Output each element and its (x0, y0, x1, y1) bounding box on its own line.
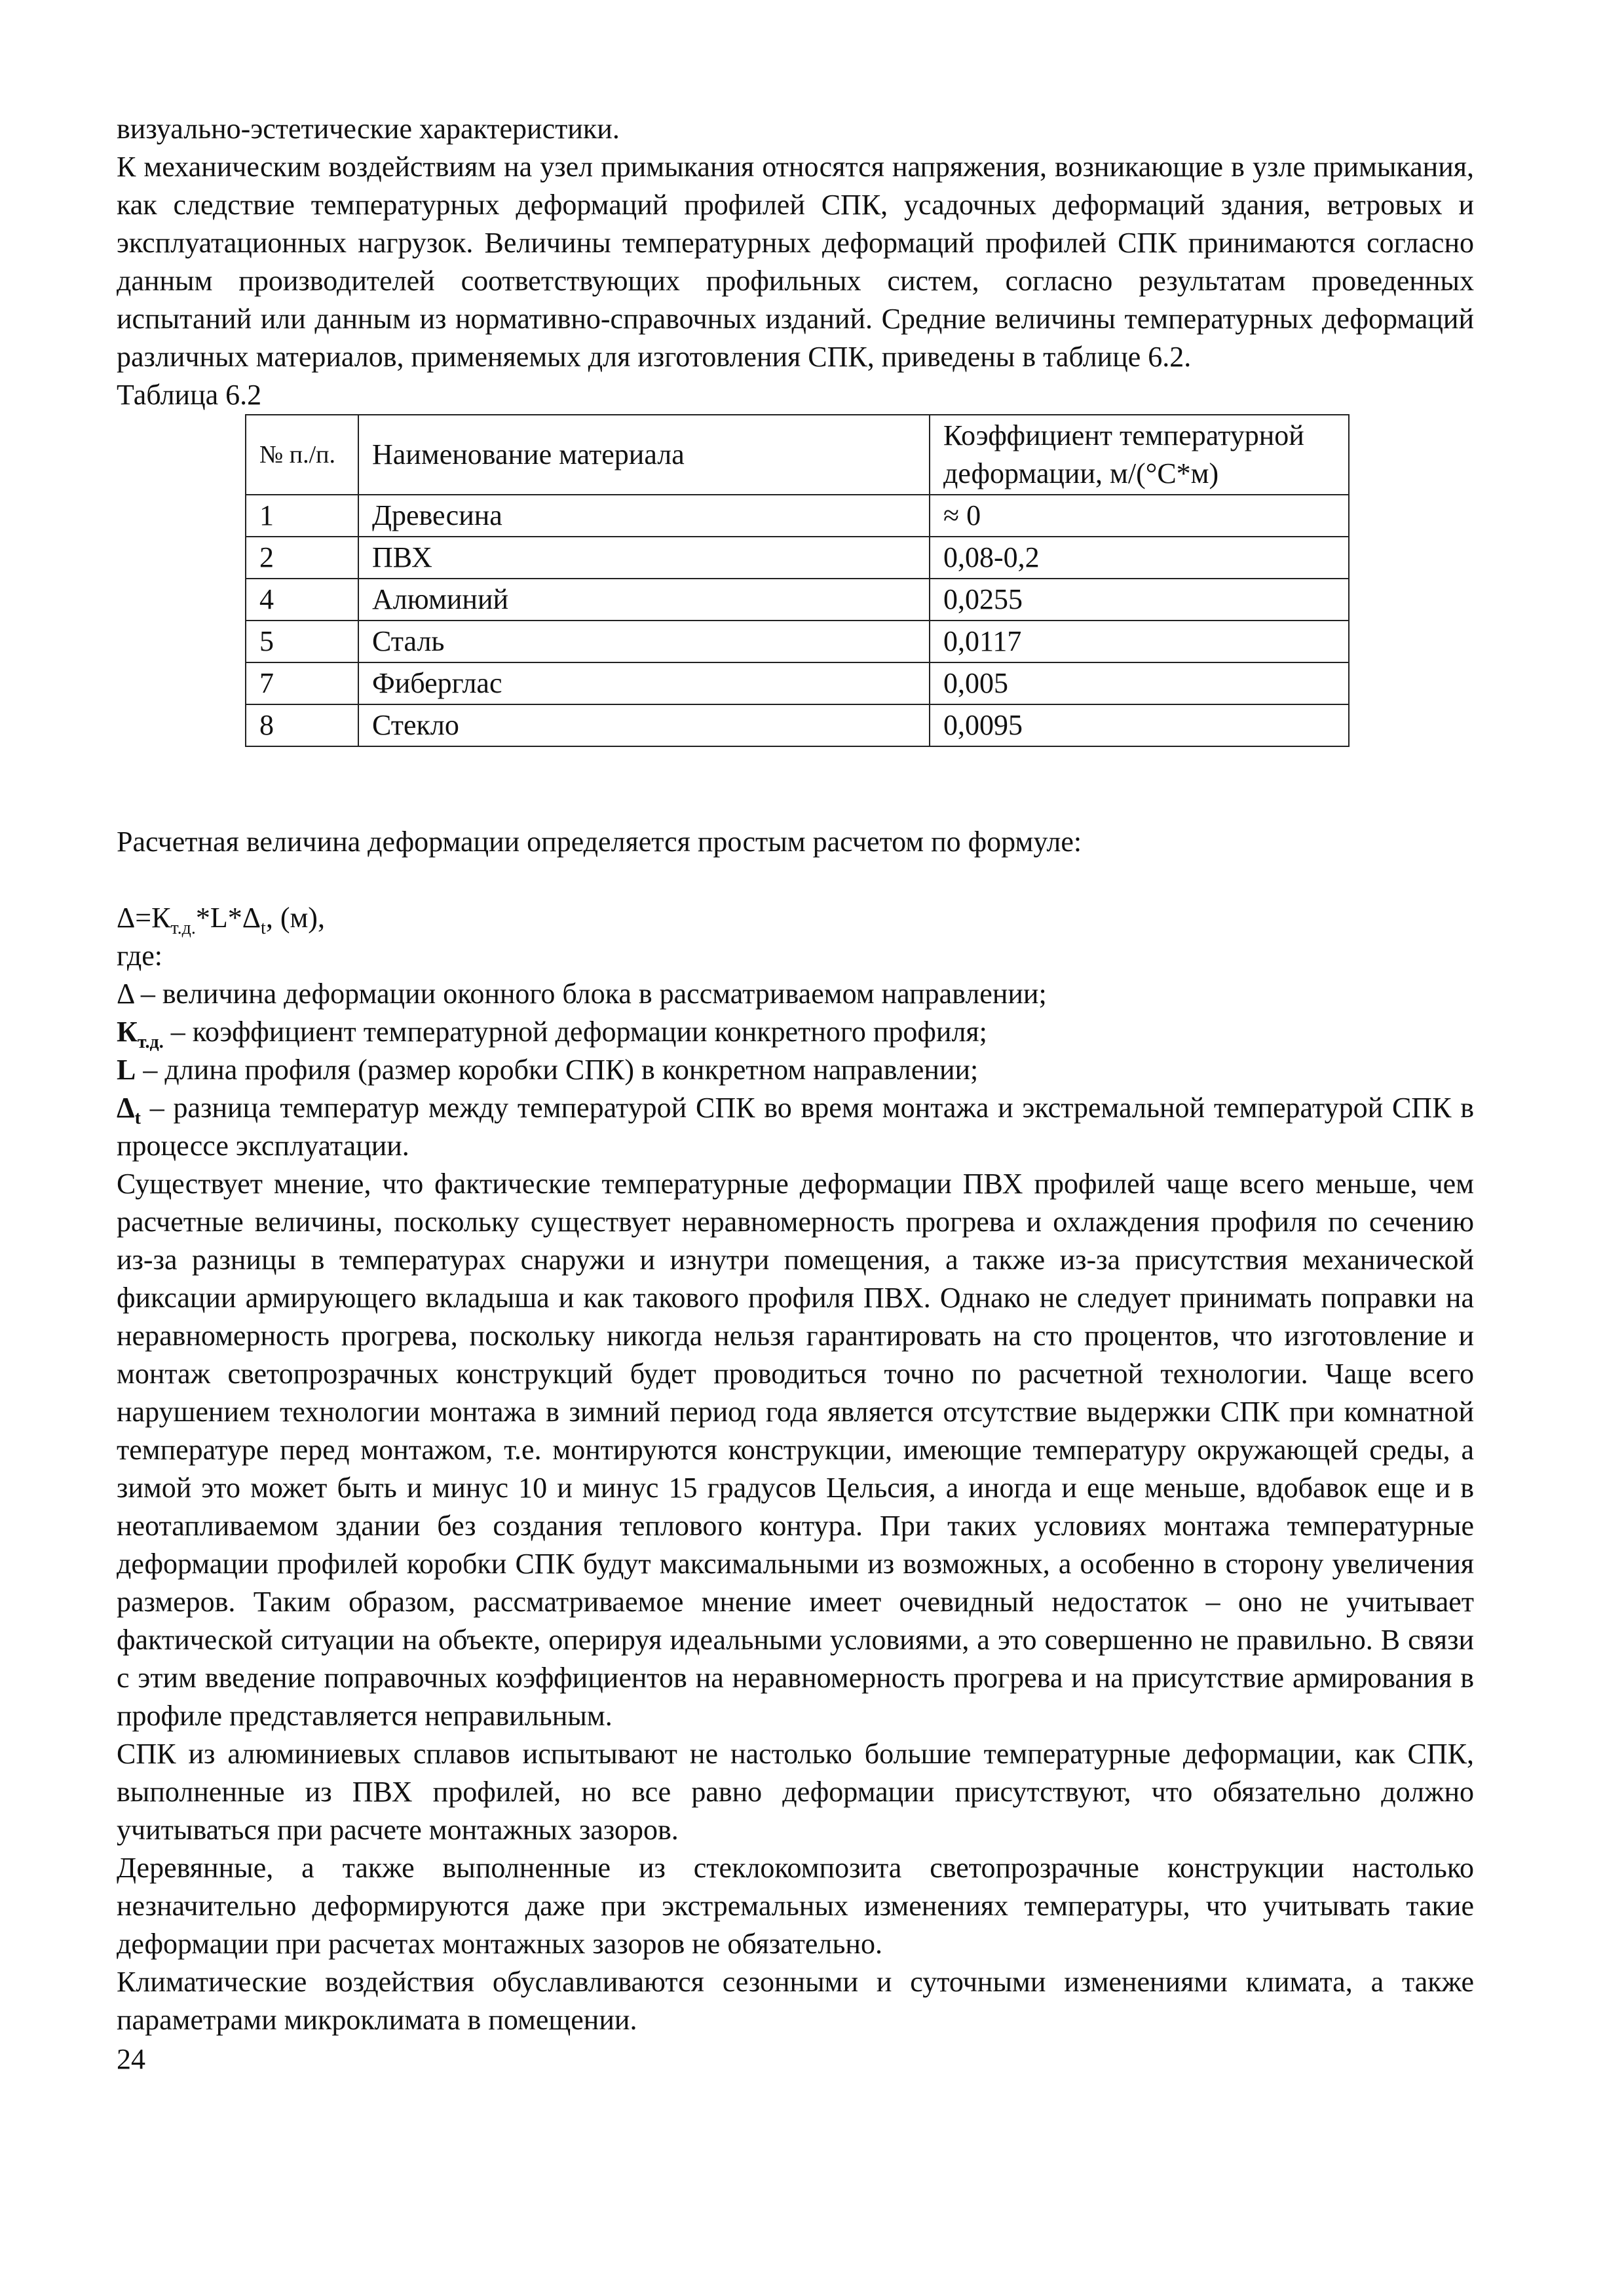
cell-material: Сталь (358, 621, 930, 662)
table-header-row (246, 415, 1349, 495)
definition-dt: $\Delta_t$ – разница температур между температурой СПК во время монтажа и экстремальной температурой СПК в процессе эксплуатации. (117, 1092, 1474, 1162)
cell-material: Алюминий (358, 579, 930, 621)
table-row (246, 495, 1349, 537)
paragraph: Существует мнение, что фактические температурные деформации ПВХ профилей чаще всего меньше, чем расчетные величины, поскольку существует неравномерность прогрева и охлаждения профиля по сечению из-за разницы в температурах снаружи и изнутри помещения, а также из-за присутствия механической фиксации армирующего вкладыша и как такового профиля ПВХ. Однако не следует принимать поправки на неравномерность прогрева, поскольку никогда нельзя гарантировать на сто процентов, что изготовление и монтаж светопрозрачных конструкций будет проводиться точно по расчетной технологии. Чаще всего нарушением технологии монтажа в зимний период года является отсутствие выдержки СПК при комнатной температуре перед монтажом, т.е. монтируются конструкции, имеющие температуру окружающей среды, а зимой это может быть и минус 10 и минус 15 градусов Цельсия, а иногда и еще меньше, вдобавок еще и в неотапливаемом здании без создания теплового контура. При таких условиях монтажа температурные деформации профилей коробки СПК будут максимальными из возможных, а особенно в сторону увеличения размеров. Таким образом, рассматриваемое мнение имеет очевидный недостаток – оно не учитывает фактической ситуации на объекте, оперируя идеальными условиями, а это совершенно не правильно. В связи с этим введение поправочных коэффициентов на неравномерность прогрева и на присутствие армирования в профиле представляется неправильным. (117, 1168, 1474, 1732)
definition-l: L – длина профиля (размер коробки СПК) в конкретном направлении; (117, 1054, 979, 1086)
cell-num: 2 (246, 537, 358, 579)
paragraph: СПК из алюминиевых сплавов испытывают не настолько большие температурные деформации, как СПК, выполненные из ПВХ профилей, но все равно деформации присутствуют, что обязательно должно учитываться при расчете монтажных зазоров. (117, 1738, 1474, 1846)
cell-coefficient: 0,0255 (930, 579, 1349, 621)
definition-k: $К_{т.д.}$ – коэффициент температурной деформации конкретного профиля; (117, 1016, 987, 1052)
cell-num: 4 (246, 579, 358, 621)
cell-coefficient: 0,08-0,2 (930, 537, 1349, 579)
formula: $\Delta=К_{т.д.}*L*\Delta_t$, (м), (117, 902, 325, 938)
paragraph: Климатические воздействия обуславливаются сезонными и суточными изменениями климата, а также параметрами микроклимата в помещении. (117, 1966, 1474, 2036)
definition-delta: Δ – величина деформации оконного блока в рассматриваемом направлении; (117, 978, 1047, 1010)
table-caption: Таблица 6.2 (117, 379, 262, 411)
table-row (246, 704, 1349, 746)
paragraph: Деревянные, а также выполненные из стеклокомпозита светопрозрачные конструкции настолько незначительно деформируются даже при экстремальных изменениях температуры, что учитывать такие деформации при расчетах монтажных зазоров не обязательно. (117, 1852, 1474, 1960)
cell-material: Стекло (358, 704, 930, 746)
table-row (246, 621, 1349, 662)
header-num: № п./п. (246, 415, 358, 495)
header-material: Наименование материала (358, 415, 930, 495)
cell-coefficient: 0,0117 (930, 621, 1349, 662)
where-label: где: (117, 940, 162, 972)
materials-table (245, 414, 1350, 747)
cell-coefficient: 0,005 (930, 662, 1349, 704)
paragraph: визуально-эстетические характеристики. (117, 113, 620, 145)
document-page (117, 110, 1474, 2078)
cell-num: 7 (246, 662, 358, 704)
header-coefficient: Коэффициент температурной деформации, м/(°C*м) (930, 415, 1349, 495)
paragraph: К механическим воздействиям на узел примыкания относятся напряжения, возникающие в узле примыкания, как следствие температурных деформаций профилей СПК, усадочных деформаций здания, ветровых и эксплуатационных нагрузок. Величины температурных деформаций профилей СПК принимаются согласно данным производителей соответствующих профильных систем, согласно результатам проведенных испытаний или данным из нормативно-справочных изданий. Средние величины температурных деформаций различных материалов, применяемых для изготовления СПК, приведены в таблице 6.2. (117, 151, 1474, 373)
cell-material: Фиберглас (358, 662, 930, 704)
cell-material: ПВХ (358, 537, 930, 579)
page-number: 24 (117, 2043, 145, 2075)
table-row (246, 662, 1349, 704)
cell-num: 5 (246, 621, 358, 662)
formula-intro: Расчетная величина деформации определяется простым расчетом по формуле: (117, 826, 1082, 858)
cell-material: Древесина (358, 495, 930, 537)
cell-num: 1 (246, 495, 358, 537)
cell-coefficient: 0,0095 (930, 704, 1349, 746)
cell-num: 8 (246, 704, 358, 746)
cell-coefficient: ≈ 0 (930, 495, 1349, 537)
table-row (246, 579, 1349, 621)
table-row (246, 537, 1349, 579)
